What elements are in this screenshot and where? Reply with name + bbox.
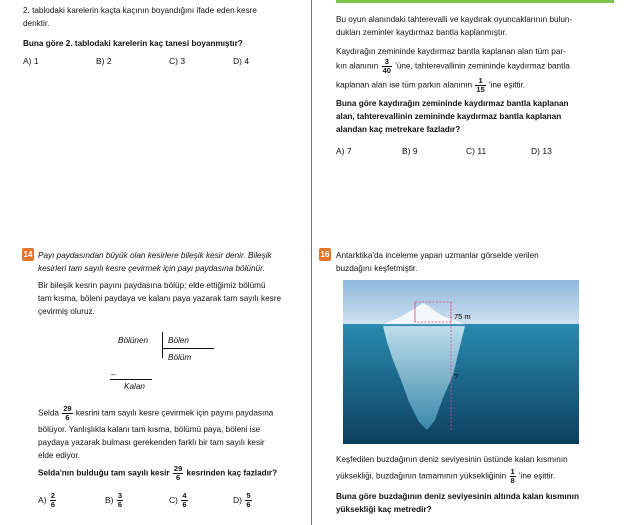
q15-para1-line1: Bu oyun alanındaki tahterevalli ve kaydırak oyuncaklarının bulun- xyxy=(336,15,573,24)
q16-number-badge: 16 xyxy=(320,250,330,259)
q14-para2-line1: Selda $\frac{29}{6}$ kesrini tam sayılı kesre çevirmek için payını paydasına xyxy=(38,404,274,422)
q15-question-line1: Buna göre kaydırağın zemininde kaydırmaz bantla kaplanan xyxy=(336,99,569,108)
iceberg-image xyxy=(343,280,579,444)
q16-question-line1: Buna göre buzdağının deniz seviyesinin altında kalan kısmının xyxy=(336,492,579,501)
q14-body-line2: tam kısma, böleni paydaya ve kalanı paya yazarak tam sayılı kesre xyxy=(38,294,282,303)
left-column xyxy=(0,0,311,525)
q14-intro-line2: kesirleri tam sayılı kesre çevirmek için payı paydasına bölünür. xyxy=(38,264,265,273)
q13-option-b[interactable]: B) 2 xyxy=(96,56,112,66)
q15-option-a[interactable]: A) 7 xyxy=(336,146,352,156)
q14-body-line3: çevirmiş oluruz. xyxy=(38,307,95,316)
column-divider xyxy=(311,0,312,525)
q16-para-line2: yüksekliği, buzdağının tamamının yüksekliğinin $\frac{1}{8}$ 'ine eşittir. xyxy=(336,467,556,485)
diagram-bolum: Bölüm xyxy=(168,353,192,362)
q13-text-line2: denktir. xyxy=(23,19,50,28)
iceberg-label-unknown: ? xyxy=(454,372,459,381)
q13-question: Buna göre 2. tablodaki karelerin kaç tanesi boyanmıştır? xyxy=(23,39,243,48)
q15-option-c[interactable]: C) 11 xyxy=(466,146,487,156)
q14-intro-line1: Payı paydasından büyük olan kesirlere bileşik kesir denir. Bileşik xyxy=(38,251,272,260)
q15-para1-line2: dukları zeminler kaydırmaz bantla kaplanmıştır. xyxy=(336,28,508,37)
diagram-bolen: Bölen xyxy=(168,336,189,345)
q14-option-d[interactable]: D) $\frac{5}{6}$ xyxy=(233,491,251,509)
q15-para2-line3: kaplanan alan ise tüm parkın alanının $\frac{1}{15}$ 'ine eşittir. xyxy=(336,76,526,94)
q14-option-a[interactable]: A) $\frac{2}{6}$ xyxy=(38,491,56,509)
q16-para-line1: Keşfedilen buzdağının deniz seviyesinin üstünde kalan kısmının xyxy=(336,455,568,464)
top-color-bar xyxy=(336,0,614,3)
q15-para2-line1: Kaydırağın zemininde kaydırmaz bantla kaplanan alan tüm par- xyxy=(336,47,566,56)
q14-para2-line3: paydaya yazarak bulması gerekenden farklı bir tam sayılı kesir xyxy=(38,438,265,447)
diagram-horizontal-line xyxy=(162,348,214,349)
q15-para2-line2: kın alanının $\frac{3}{40}$ 'üne, tahterevallinin zemininde kaydırmaz bantla xyxy=(336,57,570,75)
division-diagram xyxy=(110,328,230,394)
q15-option-d[interactable]: D) 13 xyxy=(531,146,552,156)
q14-option-c[interactable]: C) $\frac{4}{6}$ xyxy=(169,491,187,509)
q15-question-line2: alan, tahterevallinin zemininde kaydırmaz bantla kaplanan xyxy=(336,112,562,121)
q14-number-badge: 14 xyxy=(23,250,33,259)
q13-option-a[interactable]: A) 1 xyxy=(23,56,39,66)
right-column xyxy=(314,0,625,525)
diagram-kalan: Kalan xyxy=(124,382,145,391)
q13-text-line1: 2. tablodaki karelerin kaçta kaçının boyandığını ifade eden kesre xyxy=(23,6,257,15)
iceberg-illustration xyxy=(343,280,579,444)
diagram-bolunen: Bölünen xyxy=(118,336,149,345)
q16-intro-line2: buzdağını keşfetmiştir. xyxy=(336,264,418,273)
q14-para2-line2: bölüyor. Yanlışlıkla kalanı tam kısma, bölümü paya, böleni ise xyxy=(38,425,261,434)
q14-para2-line4: elde ediyor. xyxy=(38,451,80,460)
q14-option-b[interactable]: B) $\frac{3}{6}$ xyxy=(105,491,123,509)
q16-intro-line1: Antarktika'da inceleme yapan uzmanlar görselde verilen xyxy=(336,251,539,260)
q15-option-b[interactable]: B) 9 xyxy=(402,146,418,156)
q14-question: Selda'nın bulduğu tam sayılı kesir $\frac{29}{6}$ kesrinden kaç fazladır? xyxy=(38,464,278,482)
diagram-minus: – xyxy=(111,370,116,379)
q16-question-line2: yüksekliği kaç metredir? xyxy=(336,505,432,514)
q13-option-c[interactable]: C) 3 xyxy=(169,56,186,66)
q13-option-d[interactable]: D) 4 xyxy=(233,56,250,66)
diagram-vertical-line xyxy=(162,332,163,358)
q14-body-line1: Bir bileşik kesrin payını paydasına bölüp; elde ettiğimiz bölümü xyxy=(38,281,266,290)
iceberg-label-75m: 75 m xyxy=(454,312,471,321)
q15-question-line3: alandan kaç metrekare fazladır? xyxy=(336,125,461,134)
